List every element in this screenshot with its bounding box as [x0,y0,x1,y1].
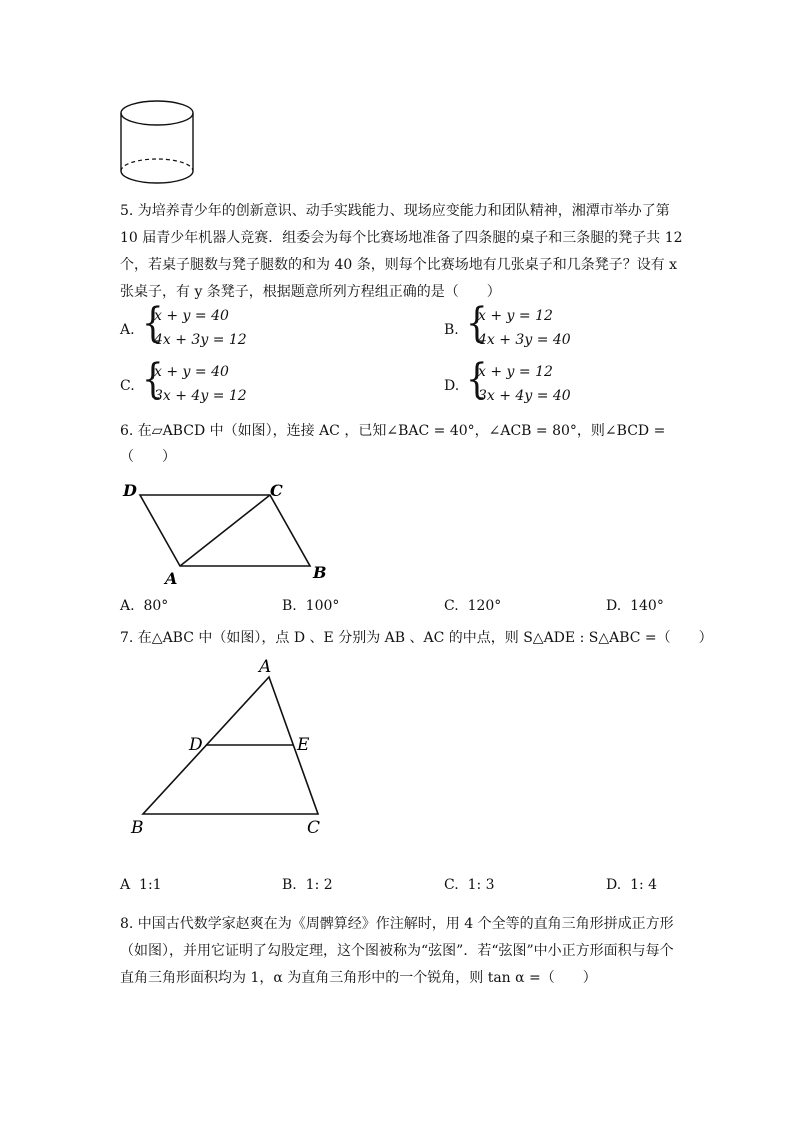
q6-option-c-label: C. [444,598,459,614]
q8-line-1: 8. 中国古代数学家赵爽在为《周髀算经》作注解时，用 4 个全等的直角三角形拼成正方形 [120,916,674,932]
vertex-d-label: D [123,481,137,500]
q6-option-a[interactable] [120,598,168,614]
q7-option-d-label: D. [606,877,622,893]
q7-option-b-value: 1: 2 [305,877,333,893]
q5-line-1: 5. 为培养青少年的创新意识、动手实践能力、现场应变能力和团队精神，湘潭市举办了第 [120,203,670,219]
q5-option-a-label: A. [120,322,135,338]
q6-line-1: 6. 在▱ABCD 中（如图），连接 AC ，已知∠BAC = 40°，∠ACB = 80°，则∠BCD = [120,423,666,439]
vertex-c-label: C [270,481,283,500]
q5-line-3: 个，若桌子腿数与凳子腿数的和为 40 条，则每个比赛场地有几张桌子和几条凳子？设有 x [120,257,678,273]
q6-option-b[interactable] [282,598,339,614]
q5-option-a-eq1: x + y = 40 [154,308,229,324]
q7-option-a-value: 1:1 [139,877,162,893]
brace-icon: { [142,356,164,404]
q5-option-d-eq2: 3x + 4y = 40 [478,388,571,404]
q7-option-c-value: 1: 3 [467,877,495,893]
vertex-a-label: A [259,657,272,677]
vertex-d-label: D [189,735,203,755]
q5-option-c-label: C. [120,378,135,394]
q7-option-a[interactable] [120,877,162,893]
q8-line-2: （如图），并用它证明了勾股定理，这个图被称为“弦图”．若“弦图”中小正方形面积与每个 [120,943,674,959]
q7-option-d-value: 1: 4 [630,877,658,893]
q5-line-4: 张桌子，有 y 条凳子，根据题意所列方程组正确的是（ ） [120,284,501,300]
vertex-a-label: A [165,569,178,588]
parallelogram-figure [115,478,335,588]
q5-option-d-label: D. [444,378,460,394]
vertex-e-label: E [297,735,310,755]
q7-option-c-label: C. [444,877,459,893]
q6-line-2: （ ） [120,449,176,465]
q5-option-c-eq1: x + y = 40 [154,364,229,380]
q6-option-d[interactable] [606,598,664,614]
q7-option-d[interactable] [606,877,657,893]
q7-option-b-label: B. [282,877,297,893]
brace-icon: { [142,300,164,348]
q6-option-c[interactable] [444,598,501,614]
q6-option-a-label: A. [120,598,135,614]
cylinder-figure [115,95,200,190]
q5-option-b-eq2: 4x + 3y = 40 [478,332,571,348]
q6-option-d-label: D. [606,598,622,614]
q7-line-1: 7. 在△ABC 中（如图），点 D 、E 分别为 AB 、AC 的中点，则 S△ADE : S△ABC =（ ） [120,630,713,646]
q5-option-b-eq1: x + y = 12 [478,308,553,324]
q7-option-a-label: A [120,877,131,893]
q5-option-a-eq2: 4x + 3y = 12 [154,332,247,348]
q6-option-c-value: 120° [467,598,502,614]
q6-option-d-value: 140° [630,598,664,614]
q5-option-d-eq1: x + y = 12 [478,364,553,380]
q6-option-b-value: 100° [305,598,340,614]
vertex-c-label: C [307,818,321,838]
q5-option-c-eq2: 3x + 4y = 12 [154,388,247,404]
brace-icon: { [466,300,488,348]
q6-option-b-label: B. [282,598,297,614]
q5-option-b-label: B. [444,322,459,338]
q8-line-3: 直角三角形面积均为 1，α 为直角三角形中的一个锐角，则 tan α =（ ） [120,970,597,986]
q7-option-c[interactable] [444,877,495,893]
q5-line-2: 10 届青少年机器人竞赛．组委会为每个比赛场地准备了四条腿的桌子和三条腿的凳子共 12 [120,230,683,246]
q6-option-a-value: 80° [143,598,169,614]
brace-icon: { [466,356,488,404]
triangle-figure [125,655,340,840]
vertex-b-label: B [131,818,144,838]
q7-option-b[interactable] [282,877,333,893]
vertex-b-label: B [313,563,327,582]
